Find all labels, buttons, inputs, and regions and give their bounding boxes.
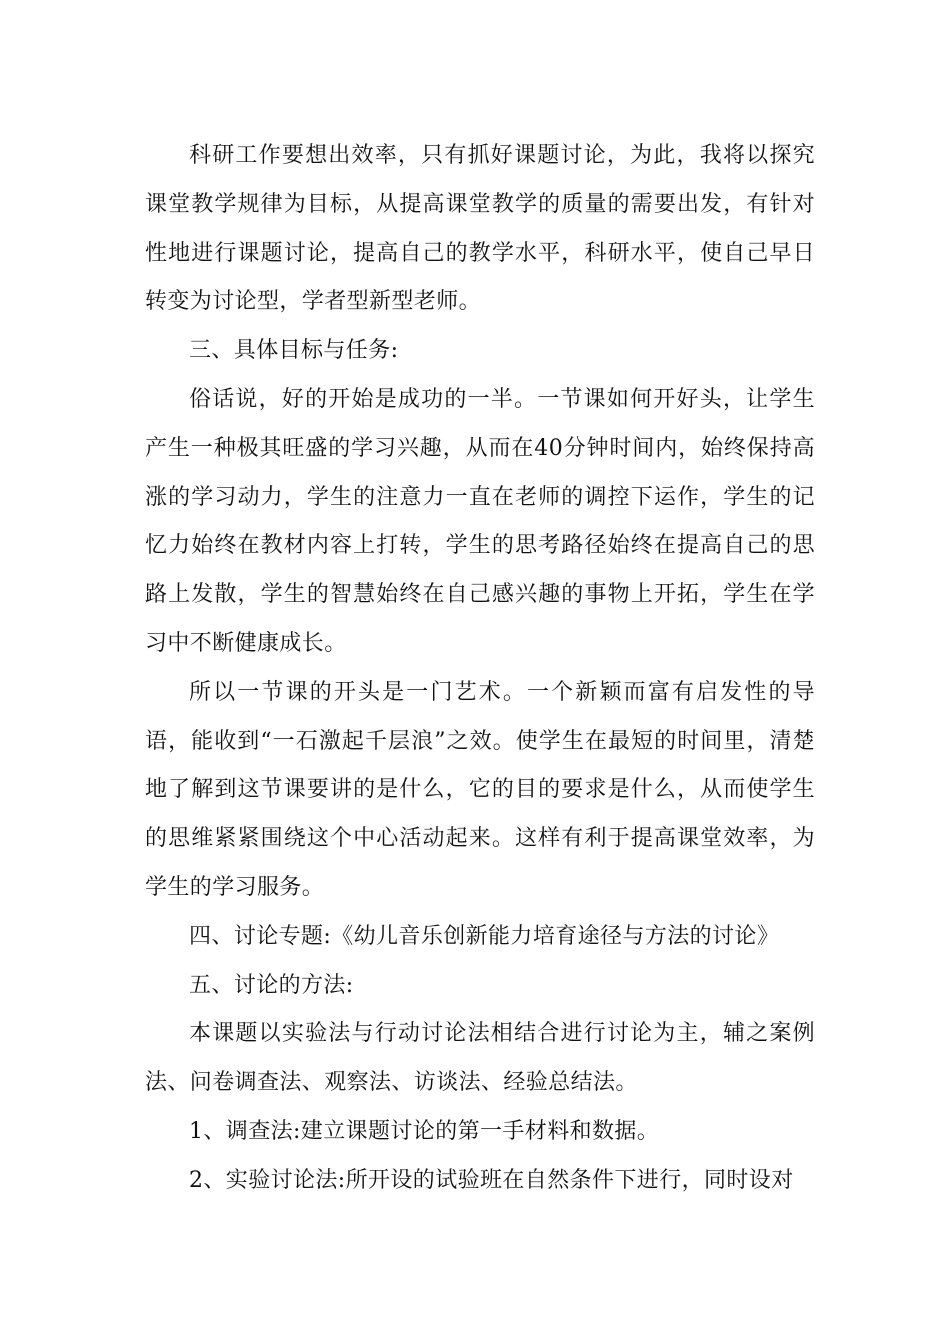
paragraph-lesson-opening-art: 所以一节课的开头是一门艺术。一个新颖而富有启发性的导语，能收到“一石激起千层浪”之效。使学生在最短的时间里，清楚地了解到这节课要讲的是什么，它的目的要求是什么，从而使学生的思维紧紧围绕这个中心活动起来。这样有利于提高课堂效率，为学生的学习服务。 — [145, 679, 815, 900]
heading-discussion-methods: 五、讨论的方法: — [189, 972, 354, 998]
document-body — [145, 132, 815, 1206]
paragraph-methods-overview: 本课题以实验法与行动讨论法相结合进行讨论为主，辅之案例法、问卷调查法、观察法、访谈法、经验总结法。 — [145, 1021, 815, 1096]
heading-discussion-topic: 四、讨论专题:《幼儿音乐创新能力培育途径与方法的讨论》 — [189, 923, 780, 949]
list-item-survey-method: 1、调查法:建立课题讨论的第一手材料和数据。 — [189, 1118, 660, 1144]
paragraph-research-efficiency: 科研工作要想出效率，只有抓好课题讨论，为此，我将以探究课堂教学规律为目标，从提高课堂教学的质量的需要出发，有针对性地进行课题讨论，提高自己的教学水平，科研水平，使自己早日转变为讨论型，学者型新型老师。 — [145, 143, 815, 315]
heading-specific-goals: 三、具体目标与任务: — [189, 338, 399, 364]
list-item-experiment-method: 2、实验讨论法:所开设的试验班在自然条件下进行，同时设对 — [189, 1167, 794, 1193]
paragraph-good-start: 俗话说，好的开始是成功的一半。一节课如何开好头，让学生产生一种极其旺盛的学习兴趣，从而在40分钟时间内，始终保持高涨的学习动力，学生的注意力一直在老师的调控下运作，学生的记忆力始终在教材内容上打转，学生的思考路径始终在提高自己的思路上发散，学生的智慧始终在自己感兴趣的事物上开拓，学生在学习中不断健康成长。 — [145, 386, 815, 656]
